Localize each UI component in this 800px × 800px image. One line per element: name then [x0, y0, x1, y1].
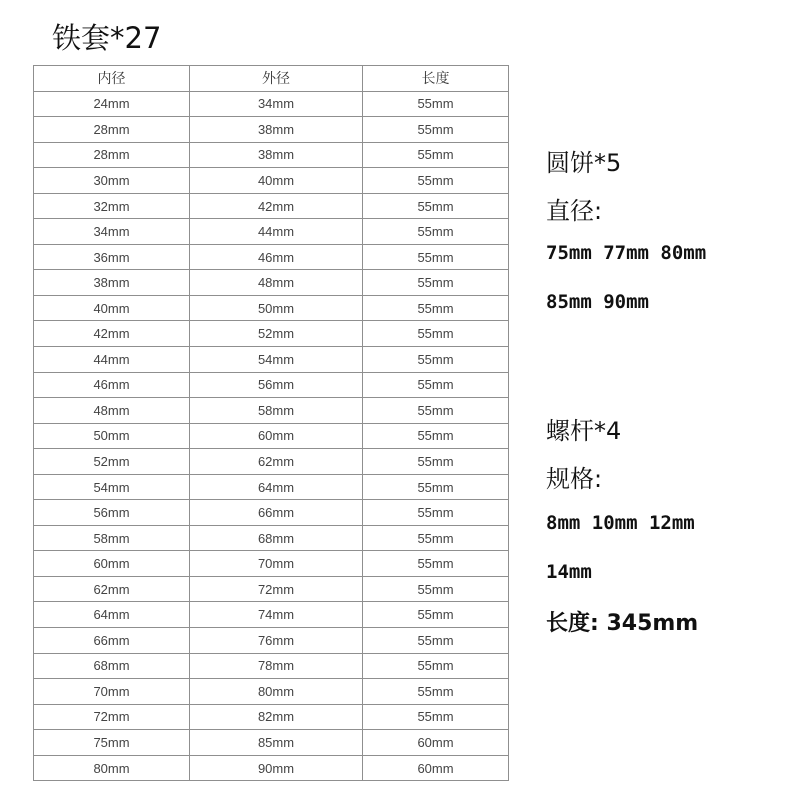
cell-inner-diameter: 58mm — [34, 525, 190, 551]
cell-outer-diameter: 68mm — [190, 525, 363, 551]
cell-inner-diameter: 52mm — [34, 449, 190, 475]
table-row — [34, 525, 509, 551]
cell-inner-diameter: 38mm — [34, 270, 190, 296]
cell-length: 55mm — [363, 91, 509, 117]
cell-inner-diameter: 46mm — [34, 372, 190, 398]
cell-outer-diameter: 90mm — [190, 755, 363, 781]
cell-inner-diameter: 32mm — [34, 193, 190, 219]
table-row — [34, 704, 509, 730]
cell-outer-diameter: 58mm — [190, 398, 363, 424]
cell-length: 55mm — [363, 372, 509, 398]
cell-inner-diameter: 34mm — [34, 219, 190, 245]
cell-outer-diameter: 60mm — [190, 423, 363, 449]
header-inner-diameter: 内径 — [34, 66, 190, 92]
cell-length: 55mm — [363, 449, 509, 475]
cell-length: 55mm — [363, 628, 509, 654]
cell-inner-diameter: 62mm — [34, 576, 190, 602]
table-row — [34, 117, 509, 143]
cell-length: 55mm — [363, 576, 509, 602]
table-row — [34, 730, 509, 756]
cell-length: 55mm — [363, 602, 509, 628]
cell-inner-diameter: 28mm — [34, 117, 190, 143]
cell-inner-diameter: 60mm — [34, 551, 190, 577]
sleeve-spec-table — [33, 65, 509, 781]
rods-sizes-line2: 14mm — [546, 561, 592, 583]
cell-inner-diameter: 48mm — [34, 398, 190, 424]
table-row — [34, 755, 509, 781]
cell-inner-diameter: 24mm — [34, 91, 190, 117]
cell-inner-diameter: 28mm — [34, 142, 190, 168]
cell-inner-diameter: 72mm — [34, 704, 190, 730]
discs-diameter-label: 直径: — [546, 197, 603, 225]
discs-sizes-line2: 85mm 90mm — [546, 291, 649, 313]
table-row — [34, 474, 509, 500]
cell-outer-diameter: 34mm — [190, 91, 363, 117]
cell-length: 55mm — [363, 219, 509, 245]
cell-inner-diameter: 56mm — [34, 500, 190, 526]
cell-inner-diameter: 66mm — [34, 628, 190, 654]
table-row — [34, 270, 509, 296]
cell-length: 55mm — [363, 117, 509, 143]
rods-length-line: 长度: 345mm — [546, 611, 699, 636]
cell-inner-diameter: 68mm — [34, 653, 190, 679]
table-row — [34, 142, 509, 168]
cell-length: 55mm — [363, 474, 509, 500]
cell-outer-diameter: 64mm — [190, 474, 363, 500]
cell-inner-diameter: 80mm — [34, 755, 190, 781]
table-row — [34, 347, 509, 373]
table-row — [34, 295, 509, 321]
cell-outer-diameter: 38mm — [190, 142, 363, 168]
cell-length: 55mm — [363, 525, 509, 551]
table-row — [34, 653, 509, 679]
table-row — [34, 168, 509, 194]
page-title: 铁套*27 — [52, 21, 162, 55]
table-row — [34, 372, 509, 398]
cell-length: 55mm — [363, 423, 509, 449]
cell-inner-diameter: 75mm — [34, 730, 190, 756]
cell-outer-diameter: 70mm — [190, 551, 363, 577]
cell-length: 55mm — [363, 679, 509, 705]
header-length: 长度 — [363, 66, 509, 92]
cell-outer-diameter: 76mm — [190, 628, 363, 654]
discs-sizes-line1: 75mm 77mm 80mm — [546, 242, 707, 264]
cell-outer-diameter: 54mm — [190, 347, 363, 373]
table-row — [34, 576, 509, 602]
cell-inner-diameter: 36mm — [34, 244, 190, 270]
table-row — [34, 244, 509, 270]
cell-outer-diameter: 52mm — [190, 321, 363, 347]
cell-length: 55mm — [363, 551, 509, 577]
cell-length: 60mm — [363, 730, 509, 756]
table-row — [34, 321, 509, 347]
cell-inner-diameter: 44mm — [34, 347, 190, 373]
table-header-row — [34, 66, 509, 92]
cell-length: 55mm — [363, 347, 509, 373]
cell-outer-diameter: 74mm — [190, 602, 363, 628]
table-row — [34, 398, 509, 424]
cell-outer-diameter: 82mm — [190, 704, 363, 730]
cell-outer-diameter: 44mm — [190, 219, 363, 245]
cell-inner-diameter: 42mm — [34, 321, 190, 347]
cell-outer-diameter: 40mm — [190, 168, 363, 194]
cell-length: 55mm — [363, 295, 509, 321]
cell-length: 55mm — [363, 193, 509, 219]
table-row — [34, 551, 509, 577]
cell-length: 55mm — [363, 244, 509, 270]
discs-heading: 圆饼*5 — [546, 149, 622, 177]
table-row — [34, 193, 509, 219]
cell-outer-diameter: 62mm — [190, 449, 363, 475]
table-row — [34, 628, 509, 654]
cell-inner-diameter: 64mm — [34, 602, 190, 628]
cell-length: 55mm — [363, 500, 509, 526]
cell-inner-diameter: 30mm — [34, 168, 190, 194]
cell-inner-diameter: 40mm — [34, 295, 190, 321]
cell-length: 55mm — [363, 704, 509, 730]
table-row — [34, 91, 509, 117]
table-row — [34, 679, 509, 705]
cell-length: 55mm — [363, 321, 509, 347]
rods-heading: 螺杆*4 — [546, 417, 622, 445]
cell-outer-diameter: 50mm — [190, 295, 363, 321]
cell-length: 55mm — [363, 653, 509, 679]
cell-inner-diameter: 50mm — [34, 423, 190, 449]
table-row — [34, 449, 509, 475]
cell-outer-diameter: 56mm — [190, 372, 363, 398]
cell-length: 55mm — [363, 142, 509, 168]
cell-length: 55mm — [363, 168, 509, 194]
table-row — [34, 500, 509, 526]
cell-outer-diameter: 42mm — [190, 193, 363, 219]
cell-outer-diameter: 72mm — [190, 576, 363, 602]
table-row — [34, 423, 509, 449]
header-outer-diameter: 外径 — [190, 66, 363, 92]
cell-length: 55mm — [363, 398, 509, 424]
cell-length: 60mm — [363, 755, 509, 781]
rods-spec-label: 规格: — [546, 465, 603, 493]
table-body — [34, 91, 509, 781]
cell-outer-diameter: 85mm — [190, 730, 363, 756]
table-row — [34, 219, 509, 245]
rods-sizes-line1: 8mm 10mm 12mm — [546, 512, 695, 534]
cell-outer-diameter: 38mm — [190, 117, 363, 143]
cell-inner-diameter: 70mm — [34, 679, 190, 705]
cell-inner-diameter: 54mm — [34, 474, 190, 500]
cell-outer-diameter: 78mm — [190, 653, 363, 679]
cell-outer-diameter: 48mm — [190, 270, 363, 296]
cell-outer-diameter: 80mm — [190, 679, 363, 705]
cell-outer-diameter: 66mm — [190, 500, 363, 526]
table-row — [34, 602, 509, 628]
cell-length: 55mm — [363, 270, 509, 296]
cell-outer-diameter: 46mm — [190, 244, 363, 270]
